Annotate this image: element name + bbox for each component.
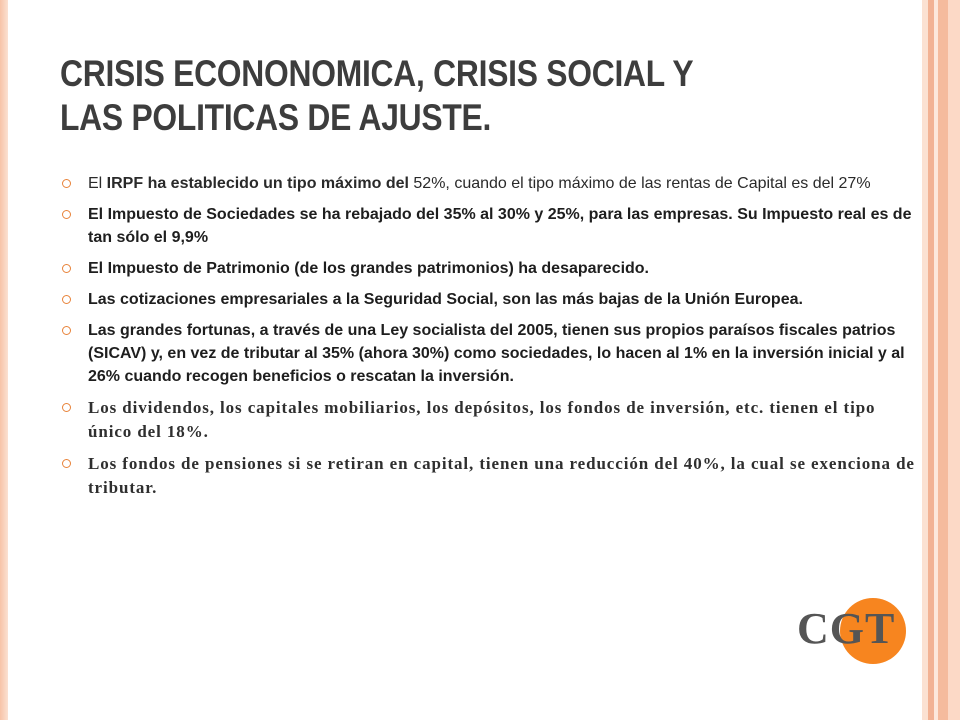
bullet-irpf bbox=[60, 172, 920, 195]
bullet-circle-icon bbox=[62, 403, 71, 412]
bullet-pensiones-text: Los fondos de pensiones si se retiran en capital, tienen una reducción del 40%, la cual se exenciona de tributar. bbox=[88, 454, 915, 497]
bullet-irpf-prefix: El bbox=[88, 175, 107, 192]
bullet-patrimonio-text: El Impuesto de Patrimonio (de los grandes patrimonios) ha desaparecido. bbox=[88, 260, 649, 277]
bullet-circle-icon bbox=[62, 326, 71, 335]
bullet-dividendos-text: Los dividendos, los capitales mobiliarios, los depósitos, los fondos de inversión, etc. tienen el tipo único del 18%. bbox=[88, 398, 876, 441]
title-line-2: LAS POLITICAS DE AJUSTE. bbox=[60, 97, 492, 138]
bullet-list bbox=[60, 172, 920, 508]
right-border-stripes bbox=[922, 0, 960, 720]
left-border-stripe bbox=[0, 0, 8, 720]
title-line-1: CRISIS ECONONOMICA, CRISIS SOCIAL Y bbox=[60, 53, 694, 94]
bullet-irpf-rest: , cuando el tipo máximo de las rentas de Capital es del 27% bbox=[445, 175, 871, 192]
bullet-irpf-rate: 52% bbox=[413, 175, 446, 192]
bullet-circle-icon bbox=[62, 295, 71, 304]
bullet-cotizaciones-text: Las cotizaciones empresariales a la Seguridad Social, son las más bajas de la Unión Europea. bbox=[88, 291, 803, 308]
bullet-circle-icon bbox=[62, 264, 71, 273]
bullet-pensiones bbox=[60, 452, 920, 500]
slide-title bbox=[60, 52, 782, 140]
bullet-fortunas-text: Las grandes fortunas, a través de una Ley socialista del 2005, tienen sus propios paraísos fiscales patrios (SICAV) y, en vez de tributar al 35% (ahora 30%) como sociedades, lo hacen al 1% en la inversión inicial y al 26% cuando recogen beneficios o rescatan la inversión. bbox=[88, 322, 905, 385]
bullet-sociedades bbox=[60, 203, 920, 249]
bullet-cotizaciones bbox=[60, 288, 920, 311]
bullet-fortunas bbox=[60, 319, 920, 388]
logo-text: CGT bbox=[797, 604, 896, 653]
bullet-dividendos bbox=[60, 396, 920, 444]
bullet-circle-icon bbox=[62, 179, 71, 188]
bullet-irpf-bold: IRPF ha establecido un tipo máximo del bbox=[106, 175, 414, 192]
bullet-patrimonio bbox=[60, 257, 920, 280]
cgt-logo bbox=[797, 598, 917, 664]
bullet-sociedades-text: El Impuesto de Sociedades se ha rebajado del 35% al 30% y 25%, para las empresas. Su Impuesto real es de tan sólo el 9,9% bbox=[88, 206, 912, 246]
bullet-circle-icon bbox=[62, 210, 71, 219]
bullet-circle-icon bbox=[62, 459, 71, 468]
